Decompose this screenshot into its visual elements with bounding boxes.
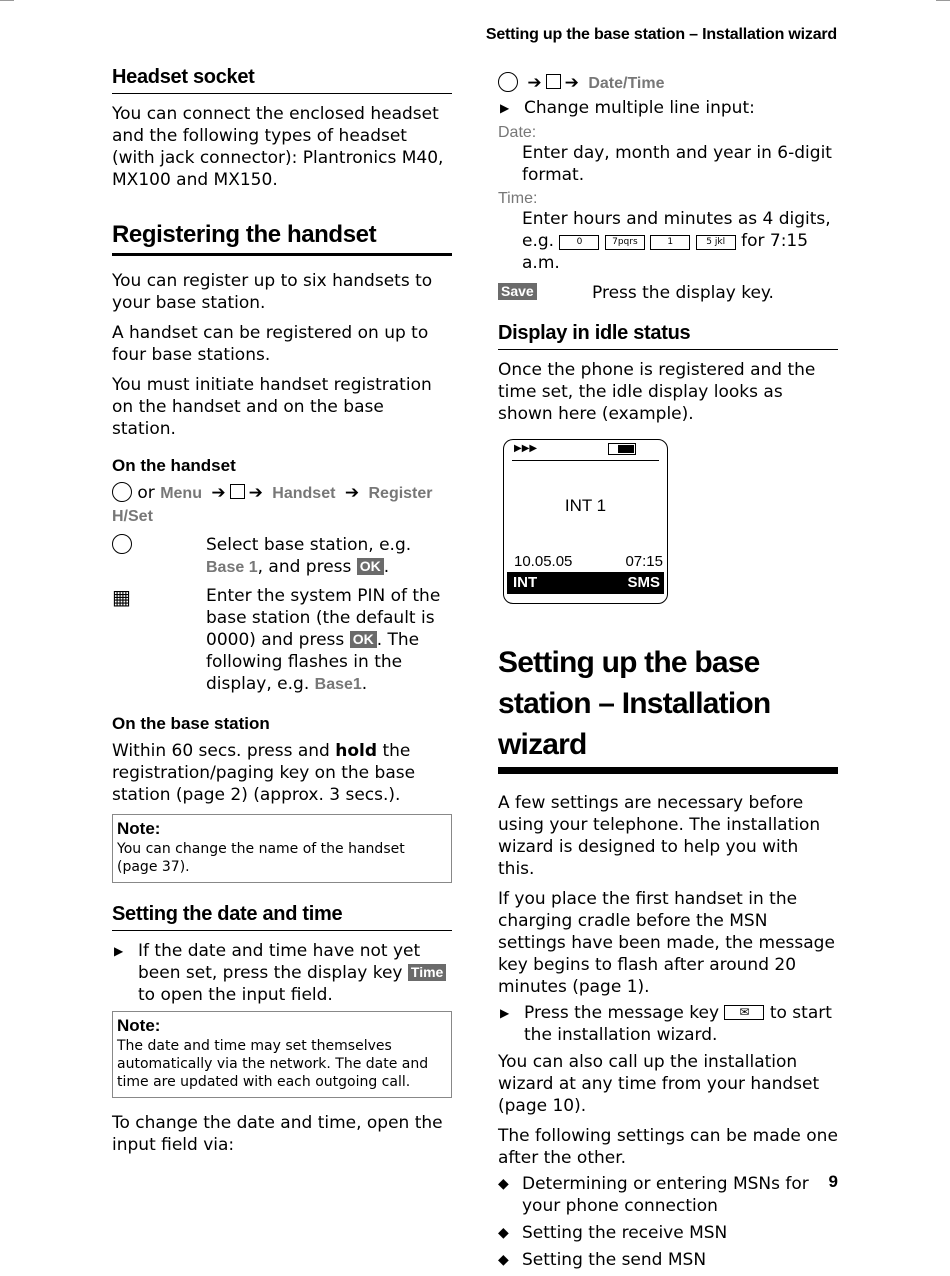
wizard-p3: You can also call up the installation wizard at any time from your handset (page 10). <box>498 1052 820 1116</box>
diamond-bullet-icon: ◆ <box>498 1176 509 1192</box>
register-p3: You must initiate handset registration on the handset and on the base station. <box>112 375 432 439</box>
running-header: Setting up the base station – Installation wizard <box>485 26 837 43</box>
handset-menu-label: Handset <box>272 485 336 502</box>
headset-heading: Headset socket <box>112 66 452 94</box>
crop-mark <box>936 0 950 1</box>
on-handset-heading: On the handset <box>112 456 236 475</box>
display-date: 10.05.05 <box>514 553 573 570</box>
wizard-p2: If you place the first handset in the charging cradle before the MSN settings have been made, the message key begins to flash after around 20 minutes (page 1). <box>498 889 835 997</box>
list-item: ◆ Determining or entering MSNs for your phone connection <box>498 1174 809 1216</box>
softkey-int: INT <box>513 574 538 591</box>
page-number: 9 <box>828 1172 838 1191</box>
time-label: Time: <box>498 190 538 207</box>
menu-path: or Menu ➔ ➔ Handset ➔ Register H/Set <box>112 483 433 525</box>
triangle-bullet-icon: ▶ <box>114 944 124 958</box>
right-column <box>498 72 838 1276</box>
register-p1: You can register up to six handsets to your base station. <box>112 271 433 313</box>
save-step: Save Press the display key. <box>498 282 838 304</box>
step-select-base: Select base station, e.g. Base 1, and press OK . <box>112 534 452 579</box>
wizard-p1: A few settings are necessary before using your telephone. The installation wizard is designed to help you with this. <box>498 793 821 879</box>
message-key-icon: ✉ <box>724 1005 764 1020</box>
datetime-path <box>498 72 838 95</box>
key-5: 5 jkl <box>696 235 736 250</box>
arrow-icon: ➔ <box>527 73 542 93</box>
idle-heading: Display in idle status <box>498 322 838 350</box>
register-menu-label: Register H/Set <box>112 485 433 525</box>
multiline-bullet: ▶ Change multiple line input: <box>500 98 755 118</box>
settings-icon <box>546 74 561 89</box>
ok-key: OK <box>357 558 384 575</box>
time-key: Time <box>408 964 446 981</box>
navigation-key-icon <box>112 534 132 554</box>
on-base-heading: On the base station <box>112 714 270 733</box>
key-7: 7pqrs <box>605 235 645 250</box>
triangle-bullet-icon: ▶ <box>500 101 510 115</box>
softkey-sms: SMS <box>627 574 660 591</box>
date-label: Date: <box>498 124 537 141</box>
key-0: 0 <box>559 235 599 250</box>
register-p2: A handset can be registered on up to four base stations. <box>112 323 429 365</box>
date-text: Enter day, month and year in 6-digit format. <box>522 143 832 185</box>
left-column <box>112 66 452 1164</box>
message-key-bullet: ▶ Press the message key ✉ to start the installation wizard. <box>500 1003 832 1045</box>
note-box: Note: The date and time may set themselves automatically via the network. The date and time are updated with each outgoing call. <box>112 1011 452 1098</box>
crop-mark <box>0 0 14 1</box>
diamond-bullet-icon: ◆ <box>498 1225 509 1241</box>
register-heading: Registering the handset <box>112 221 452 256</box>
keypad-icon: ▦ <box>112 585 131 609</box>
arrow-icon: ➔ <box>344 483 360 503</box>
triangle-bullet-icon: ▶ <box>500 1006 510 1020</box>
display-time: 07:15 <box>625 553 663 570</box>
wizard-heading: Setting up the base station – Installation wizard <box>498 642 838 774</box>
wizard-p4: The following settings can be made one after the other. <box>498 1126 838 1168</box>
handset-name: INT 1 <box>564 496 607 515</box>
settings-icon <box>230 484 245 499</box>
change-datetime-text: To change the date and time, open the input field via: <box>112 1113 443 1155</box>
list-item: ◆ Setting the receive MSN <box>498 1223 728 1243</box>
battery-icon <box>608 443 636 455</box>
diamond-bullet-icon: ◆ <box>498 1252 509 1268</box>
datetime-heading: Setting the date and time <box>112 903 452 931</box>
datetime-menu-label: Date/Time <box>588 75 665 92</box>
navigation-key-icon <box>112 482 132 502</box>
note-box: Note: You can change the name of the handset (page 37). <box>112 814 452 883</box>
menu-label: Menu <box>160 485 202 502</box>
datetime-bullet: ▶ If the date and time have not yet been set, press the display key Time to open the input field. <box>112 940 452 1006</box>
ok-key: OK <box>350 631 377 648</box>
time-text: Enter hours and minutes as 4 digits, e.g. 0 7pqrs 1 5 jkl for 7:15 a.m. <box>522 209 831 273</box>
arrow-icon: ➔ <box>211 483 226 503</box>
headset-text: You can connect the enclosed headset and the following types of headset (with jack connector): Plantronics M40, MX100 and MX150. <box>112 104 444 190</box>
idle-text: Once the phone is registered and the time set, the idle display looks as shown here (example). <box>498 360 816 424</box>
signal-icon: ▶▶▶ <box>514 443 538 454</box>
list-item: ◆ Setting the send MSN <box>498 1250 707 1270</box>
navigation-key-icon <box>498 72 518 92</box>
base-text: Within 60 secs. press and hold the registration/paging key on the base station (page 2) (approx. 3 secs.). <box>112 741 416 805</box>
arrow-icon: ➔ <box>564 73 579 93</box>
key-1: 1 <box>650 235 690 250</box>
step-enter-pin: ▦ Enter the system PIN of the base station (the default is 0000) and press OK . The following flashes in the display, e.g. Base1. <box>112 585 441 694</box>
save-key: Save <box>498 283 537 300</box>
idle-display <box>503 439 668 604</box>
arrow-icon: ➔ <box>248 483 263 503</box>
softkey-bar <box>507 572 664 594</box>
